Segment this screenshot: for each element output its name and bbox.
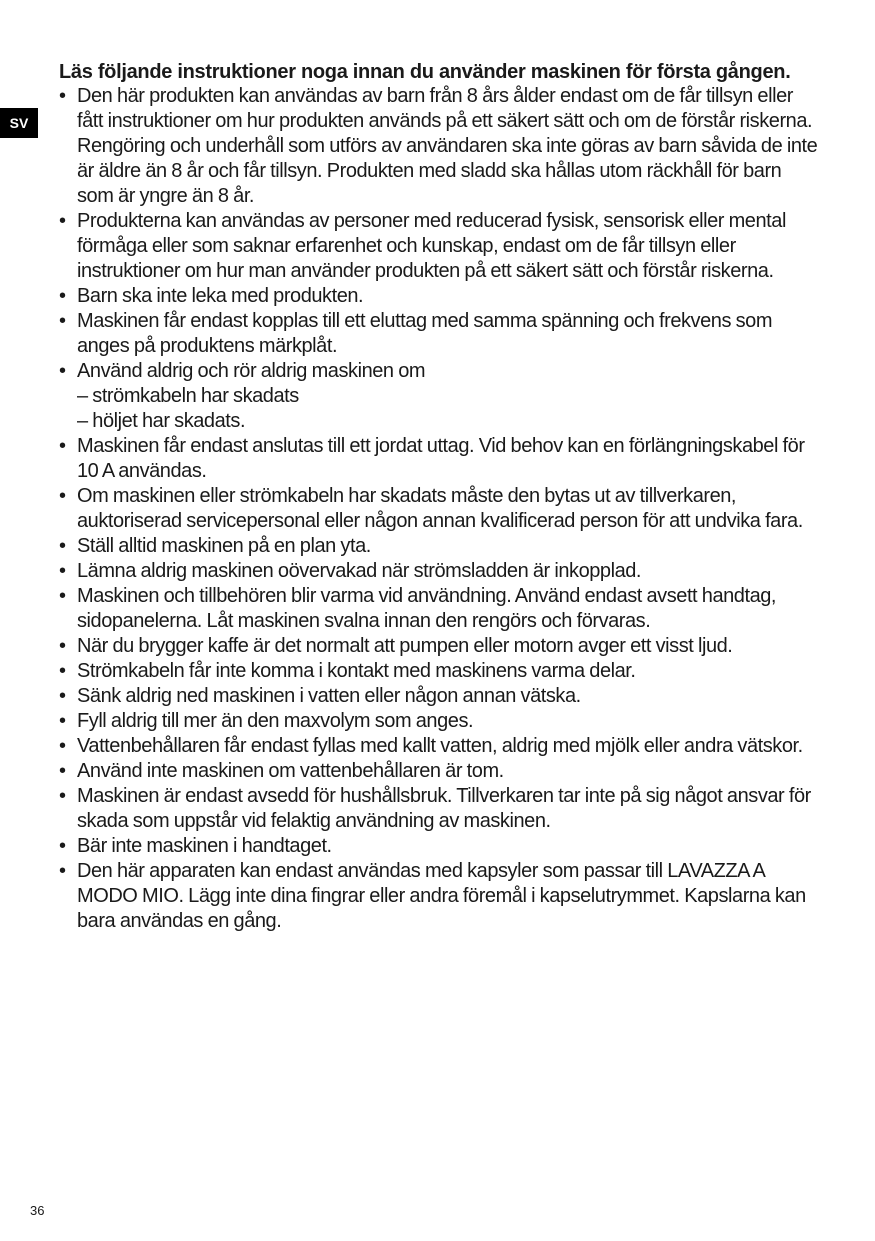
list-item: [59, 634, 821, 659]
list-item-text: När du brygger kaffe är det normalt att pumpen eller motorn avger ett visst ljud.: [77, 635, 733, 657]
list-item-text: Barn ska inte leka med produkten.: [77, 285, 364, 307]
list-subitem: – strömkabeln har skadats: [77, 385, 299, 407]
bullet-marker: •: [59, 85, 66, 107]
page-heading: Läs följande instruktioner noga innan du använder maskinen för första gången.: [59, 61, 791, 83]
bullet-marker: •: [59, 735, 66, 757]
list-item-text: Använd inte maskinen om vattenbehållaren är tom.: [77, 760, 504, 782]
page-number: 36: [30, 1203, 45, 1218]
list-item: [59, 709, 821, 734]
bullet-marker: •: [59, 310, 66, 332]
list-subitem: – höljet har skadats.: [77, 410, 246, 432]
list-item-text: Maskinen är endast avsedd för hushållsbruk. Tillverkaren tar inte på sig något ansvar för skada som uppstår vid felaktig användning av maskinen.: [77, 785, 811, 832]
list-item: [59, 834, 821, 859]
list-item-text: Maskinen får endast kopplas till ett eluttag med samma spänning och frekvens som anges på produktens märkplåt.: [77, 310, 773, 357]
bullet-marker: •: [59, 760, 66, 782]
list-item: [59, 84, 821, 209]
list-item-text: Använd aldrig och rör aldrig maskinen om: [77, 360, 426, 382]
list-item-text: Bär inte maskinen i handtaget.: [77, 835, 332, 857]
safety-instruction-list: [59, 84, 821, 934]
list-item-text: Den här produkten kan användas av barn från 8 års ålder endast om de får tillsyn eller fått instruktioner om hur produkten används på ett säkert sätt och om de förstår riskerna. Rengöring och underhåll som utförs av användaren ska inte göras av barn såvida de inte är äldre än 8 år och får tillsyn. Produkten med sladd ska hållas utom räckhåll för barn som är yngre än 8 år.: [77, 85, 818, 207]
list-item: [59, 284, 821, 309]
list-item: [59, 434, 821, 484]
bullet-marker: •: [59, 435, 66, 457]
list-item: [59, 584, 821, 634]
list-item: [59, 784, 821, 834]
list-item: [59, 859, 821, 934]
list-item-text: Lämna aldrig maskinen oövervakad när strömsladden är inkopplad.: [77, 560, 642, 582]
list-item: [59, 484, 821, 534]
list-item: [59, 684, 821, 709]
bullet-marker: •: [59, 560, 66, 582]
bullet-marker: •: [59, 360, 66, 382]
list-item: [59, 659, 821, 684]
list-item-text: Den här apparaten kan endast användas med kapsyler som passar till LAVAZZA A MODO MIO. Lägg inte dina fingrar eller andra föremål i kapselutrymmet. Kapslarna kan bara användas en gång.: [77, 860, 806, 932]
bullet-marker: •: [59, 685, 66, 707]
bullet-marker: •: [59, 860, 66, 882]
bullet-marker: •: [59, 485, 66, 507]
list-item: [59, 734, 821, 759]
bullet-marker: •: [59, 660, 66, 682]
list-item-text: Produkterna kan användas av personer med reducerad fysisk, sensorisk eller mental förmåga eller som saknar erfarenhet och kunskap, endast om de får tillsyn eller instruktioner om hur man använder produkten på ett säkert sätt och förstår riskerna.: [77, 210, 786, 282]
bullet-marker: •: [59, 210, 66, 232]
list-item: [59, 359, 821, 434]
bullet-marker: •: [59, 635, 66, 657]
list-item-text: Strömkabeln får inte komma i kontakt med maskinens varma delar.: [77, 660, 636, 682]
list-item-text: Fyll aldrig till mer än den maxvolym som anges.: [77, 710, 474, 732]
list-item-text: Maskinen får endast anslutas till ett jordat uttag. Vid behov kan en förlängningskabel för 10 A användas.: [77, 435, 805, 482]
language-tab: SV: [0, 108, 38, 138]
list-item: [59, 309, 821, 359]
list-item: [59, 759, 821, 784]
bullet-marker: •: [59, 710, 66, 732]
bullet-marker: •: [59, 285, 66, 307]
bullet-marker: •: [59, 535, 66, 557]
bullet-marker: •: [59, 785, 66, 807]
bullet-marker: •: [59, 835, 66, 857]
list-item-text: Vattenbehållaren får endast fyllas med kallt vatten, aldrig med mjölk eller andra vätskor.: [77, 735, 803, 757]
list-item: [59, 534, 821, 559]
list-item-text: Ställ alltid maskinen på en plan yta.: [77, 535, 371, 557]
instructions-section: [59, 60, 821, 934]
list-item: [59, 559, 821, 584]
bullet-marker: •: [59, 585, 66, 607]
list-item: [59, 209, 821, 284]
list-item-text: Sänk aldrig ned maskinen i vatten eller någon annan vätska.: [77, 685, 581, 707]
list-item-text: Om maskinen eller strömkabeln har skadats måste den bytas ut av tillverkaren, auktoriserad servicepersonal eller någon annan kvalificerad person för att undvika fara.: [77, 485, 803, 532]
list-item-text: Maskinen och tillbehören blir varma vid användning. Använd endast avsett handtag, sidopanelerna. Låt maskinen svalna innan den rengörs och förvaras.: [77, 585, 777, 632]
